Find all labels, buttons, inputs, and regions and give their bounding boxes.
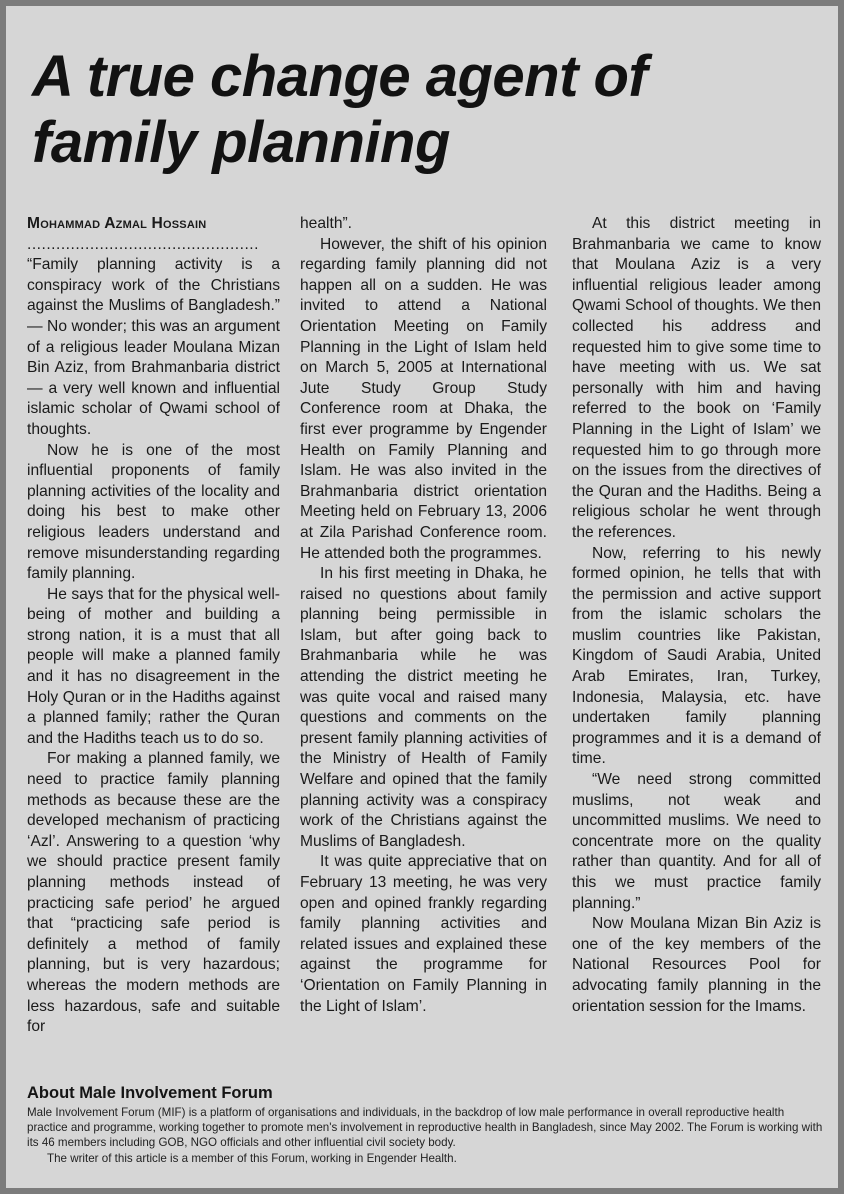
author-byline: Mohammad Azmal Hossain [27, 215, 207, 232]
paragraph: In his first meeting in Dhaka, he raised no questions about family planning being permissible in Islam, but after going back to Brahmanbaria while he was attending the district meeting he was quite vocal and raised many questions and comments on the present family planning activities of the Ministry of Health of Family Welfare and opined that the family planning activity was a conspiracy work of the Christians against the Muslims of Bangladesh. [300, 565, 547, 850]
article-title: A true change agent of family planning [32, 44, 648, 175]
article-column-2 [300, 214, 547, 1017]
paragraph: However, the shift of his opinion regarding family planning did not happen all on a sudden. He was invited to attend a National Orientation Meeting on Family Planning in the Light of Islam held on March 5, 2005 at International Jute Study Group Study Conference room at Dhaka, the first ever programme by Engender Health on Family Planning and Islam. He was also invited in the Brahmanbaria district orientation Meeting held on February 13, 2006 at Zila Parishad Conference room. He attended both the programmes. [300, 235, 547, 562]
paragraph: health”. [300, 215, 353, 232]
paragraph: Now Moulana Mizan Bin Aziz is one of the key members of the National Resources Pool for advocating family planning in the orientation session for the Imams. [572, 915, 821, 1015]
forum-heading: About Male Involvement Forum [27, 1084, 273, 1102]
paragraph: At this district meeting in Brahmanbaria we came to know that Moulana Aziz is a very influential religious leader among Qwami School of thoughts. We then collected his address and requested him to give some time to have meeting with us. We sat personally with him and having referred to the book on ‘Family Planning in the Light of Islam’ we requested him to go through more on the issues from the directives of the Quran and the Hadiths. Being a religious scholar he went through the references. [572, 215, 821, 541]
newspaper-clipping [6, 6, 838, 1188]
forum-description [27, 1105, 827, 1166]
paragraph: For making a planned family, we need to practice family planning methods as because these are the developed mechanism of practicing ‘Azl’. Answering to a question ‘why we should practice present family planning methods instead of practicing safe period’ he argued that “practicing safe period is definitely a method of family planning, but is very hazardous; whereas the modern methods are less hazardous, safe and suitable for [27, 750, 280, 1036]
paragraph: It was quite appreciative that on February 13 meeting, he was very open and opined frankly regarding family planning activities and related issues and explained these against the programme for ‘Orientation on Family Planning in the Light of Islam’. [300, 853, 547, 1015]
byline-separator: ................................................ [27, 235, 259, 253]
writer-note: The writer of this article is a member of this Forum, working in Engender Health. [47, 1151, 457, 1165]
paragraph: Now, referring to his newly formed opinion, he tells that with the permission and active support from the islamic scholars the muslim countries like Pakistan, Kingdom of Saudi Arabia, United Arab Emirates, Iran, Turkey, Indonesia, Malaysia, etc. have undertaken family planning programmes and it is a demand of time. [572, 544, 821, 768]
paragraph: “We need strong committed muslims, not weak and uncommitted muslims. We need to concentrate more on the quality rather than quantity. And for all of this we must practice family planning.” [572, 771, 821, 912]
paragraph: He says that for the physical well-being of mother and building a strong nation, it is a must that all people will make a planned family and it has no disagreement in the Holy Quran or in the Hadiths against a planned family; rather the Quran and the Hadiths teach us to do so. [27, 585, 280, 747]
paragraph: “Family planning activity is a conspiracy work of the Christians against the Muslims of Bangladesh.” — No wonder; this was an argument of a religious leader Moulana Mizan Bin Aziz, from Brahmanbaria district — a very well known and influential islamic scholar of Qwami school of thoughts. [27, 256, 280, 438]
paragraph: Now he is one of the most influential proponents of family planning activities of the locality and doing his best to make other religious leaders understand and remove misunderstanding regarding family planning. [27, 441, 280, 583]
forum-body-text: Male Involvement Forum (MIF) is a platform of organisations and individuals, in the backdrop of low male performance in overall reproductive health practice and programme, working together to promote men's involvement in reproductive health in Bangladesh, since May 2002. The Forum is working with its 46 members including GOB, NGO officials and other influential civil society body. [27, 1106, 823, 1150]
article-column-1 [27, 214, 280, 1038]
article-column-3 [572, 214, 821, 1017]
